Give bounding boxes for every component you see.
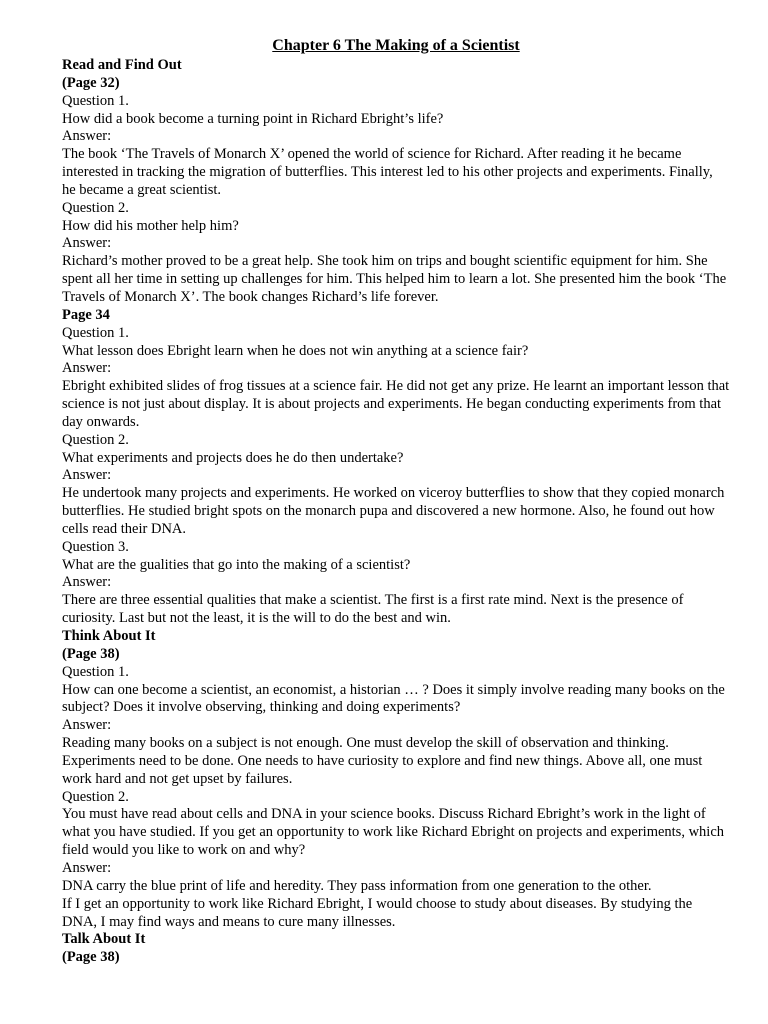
question-label: Question 1. [62,324,129,341]
answer-label: Answer: [62,859,112,876]
paragraph: If I get an opportunity to work like Richard Ebright, I would choose to study about diseases. By studying the DNA, I may find ways and means to cure many illnesses. [62,895,693,930]
paragraph: Ebright exhibited slides of frog tissues at a science fair. He did not get any prize. He learnt an important lesson that science is not just about display. It is about projects and experiments. He began conducting experiments from that day onwards. [62,378,730,430]
question-label: Question 3. [62,538,129,555]
paragraph: He undertook many projects and experiments. He worked on viceroy butterflies to show that they copied monarch butterflies. He studied bright spots on the monarch pupa and discovered a new hormone. Also, he found out how cells read their DNA. [62,485,725,537]
answer-label: Answer: [62,235,112,252]
paragraph: Reading many books on a subject is not enough. One must develop the skill of observation and thinking. Experiments need to be done. One needs to have curiosity to explore and find new things. Above all, one must work hard and not get upset by failures. [62,735,703,787]
question-label: Question 1. [62,663,129,680]
section-heading: Talk About It [62,931,146,948]
section-heading: Think About It [62,628,156,644]
paragraph: How did a book become a turning point in Richard Ebright’s life? [62,110,444,127]
section-heading: (Page 38) [62,949,120,966]
question-label: Question 2. [62,199,129,216]
question-label: Question 1. [62,92,129,109]
paragraph: DNA carry the blue print of life and heredity. They pass information from one generation to the other. [62,877,652,894]
answer-label: Answer: [62,717,112,734]
paragraph: There are three essential qualities that make a scientist. The first is a first rate mind. Next is the presence of curiosity. Last but not the least, it is the will to do the best and win. [62,592,684,627]
paragraph: The book ‘The Travels of Monarch X’ opened the world of science for Richard. After reading it he became interested in tracking the migration of butterflies. This interest led to his other projects and experiments. Finally, he became a great scientist. [62,146,713,198]
paragraph: You must have read about cells and DNA in your science books. Discuss Richard Ebright’s work in the light of what you have studied. If you get an opportunity to work like Richard Ebright on projects and experiments, which field would you like to work on and why? [62,806,725,859]
question-label: Question 2. [62,431,129,448]
answer-label: Answer: [62,574,112,591]
answer-label: Answer: [62,128,112,145]
section-heading: (Page 32) [62,74,120,91]
paragraph: What are the gualities that go into the making of a scientist? [62,556,411,573]
paragraph: How did his mother help him? [62,217,239,234]
section-heading: (Page 38) [62,645,120,662]
section-heading: Page 34 [62,306,110,323]
paragraph: Richard’s mother proved to be a great help. She took him on trips and bought scientific equipment for him. She spent all her time in setting up challenges for him. This helped him to learn a lot. She presented him the book ‘The Travels of Monarch X’. The book changes Richard’s life forever. [62,253,727,305]
paragraph: How can one become a scientist, an economist, a historian … ? Does it simply involve reading many books on the subject? Does it involve observing, thinking and doing experiments? [62,681,725,716]
document-body [62,57,730,967]
answer-label: Answer: [62,360,112,377]
page-title: Chapter 6 The Making of a Scientist [272,37,520,54]
paragraph: What experiments and projects does he do then undertake? [62,449,404,466]
section-heading: Read and Find Out [62,57,182,73]
answer-label: Answer: [62,467,112,484]
question-label: Question 2. [62,788,129,805]
paragraph: What lesson does Ebright learn when he does not win anything at a science fair? [62,342,529,359]
